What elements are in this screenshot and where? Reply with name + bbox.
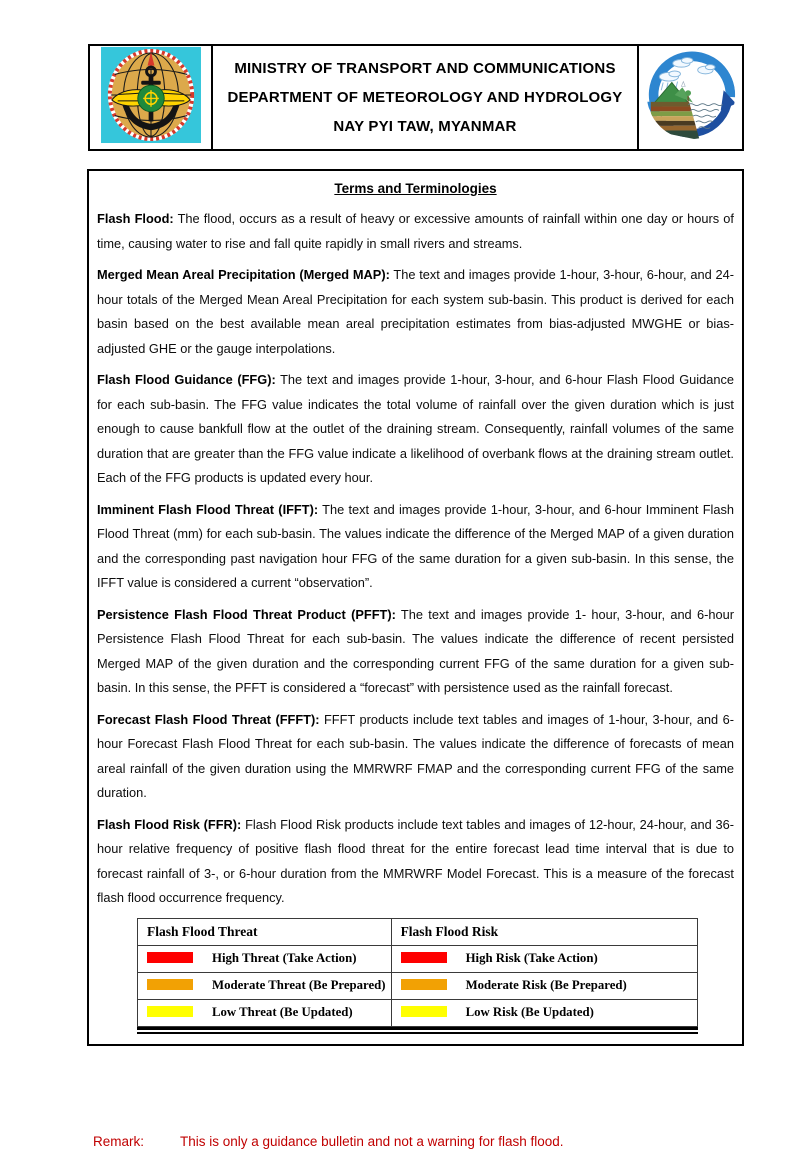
term-label: Flash Flood Risk (FFR): (97, 816, 242, 832)
term-definition: The text and images provide 1-hour, 3-hour, and 6-hour Imminent Flash Flood Threat (mm) for each sub-basin. The values indicate the difference of the Merged MAP of a given duration and the corresponding past navigation hour FFG of the same duration for a given sub-basin. In this sense, the IFFT value is considered a current “observation”. (97, 501, 734, 590)
legend-row (138, 972, 698, 999)
term-definition: The text and images provide 1- hour, 3-hour, and 6-hour Persistence Flash Flood Threat for each sub-basin. The values indicate the difference of recent persisted Merged MAP of the given duration and the corresponding current FFG of the same duration for a given sub-basin. In this sense, the PFFT is considered a “forecast” with persistence used as the rainfall forecast. (97, 606, 734, 695)
legend-label: High Risk (Take Action) (465, 951, 598, 966)
legend-color-swatch (401, 1006, 447, 1017)
term-definition: The text and images provide 1-hour, 3-hour, and 6-hour Flash Flood Guidance for each sub-basin. The FFG value indicates the total volume of rainfall over the given duration which is just enough to cause bankfull flow at the outlet of the draining stream. Consequently, rainfall volumes of the same duration that are greater than the FFG value indicate a likelihood of overbank flows at the draining stream outlet. Each of the FFG products is updated every hour. (97, 372, 734, 485)
legend-color-swatch (147, 952, 193, 963)
term-label: Forecast Flash Flood Threat (FFFT): (97, 711, 320, 727)
remark-text: This is only a guidance bulletin and not a warning for flash flood. (180, 1133, 564, 1149)
legend-cell (391, 945, 697, 972)
definition-paragraph (97, 207, 734, 256)
ministry-name: MINISTRY OF TRANSPORT AND COMMUNICATIONS (234, 60, 616, 77)
legend-column-header: Flash Flood Risk (391, 918, 697, 945)
dmh-logo-cell (638, 45, 743, 150)
legend-label: Moderate Threat (Be Prepared) (212, 978, 386, 993)
header-title-cell (212, 45, 638, 150)
legend-color-swatch (401, 979, 447, 990)
legend-cell (391, 999, 697, 1026)
term-definition: The flood, occurs as a result of heavy or excessive amounts of rainfall within one day or hours of time, causing water to rise and fall quite rapidly in small rivers and streams. (97, 211, 734, 251)
definition-paragraphs (97, 207, 734, 911)
term-label: Flash Flood: (97, 211, 174, 226)
legend-table-wrap (137, 918, 698, 1034)
definition-paragraph (97, 813, 734, 911)
definition-paragraph (97, 708, 734, 806)
term-label: Flash Flood Guidance (FFG): (97, 372, 276, 387)
legend-cell (138, 972, 392, 999)
term-definition: FFFT products include text tables and images of 1-hour, 3-hour, and 6-hour Forecast Flash Flood Threat for each sub-basin. The values indicate the difference of forecasts of mean areal rainfall of the given duration using the MMRWRF FMAP and the corresponding current FFG of the same duration. (97, 711, 734, 800)
definition-paragraph (97, 603, 734, 701)
term-label: Persistence Flash Flood Threat Product (PFFT): (97, 606, 396, 622)
legend-cell (391, 972, 697, 999)
table-bottom-rule (137, 1027, 698, 1034)
motc-logo-cell (89, 45, 212, 150)
term-definition: The text and images provide 1-hour, 3-hour, 6-hour, and 24-hour totals of the Merged Mean Areal Precipitation for each system sub-basin. This product is derived for each basin based on the best available mean areal precipitation estimates from bias-adjusted MWGHE or bias-adjusted GHE or the gauge interpolations. (97, 267, 734, 356)
definition-paragraph (97, 368, 734, 491)
legend-column-header: Flash Flood Threat (138, 918, 392, 945)
legend-label: High Threat (Take Action) (212, 951, 357, 966)
legend-label: Low Risk (Be Updated) (465, 1005, 594, 1020)
legend-label: Low Threat (Be Updated) (212, 1005, 353, 1020)
department-name: DEPARTMENT OF METEOROLOGY AND HYDROLOGY (227, 89, 623, 106)
term-label: Merged Mean Areal Precipitation (Merged MAP): (97, 267, 390, 282)
location-line: NAY PYI TAW, MYANMAR (333, 118, 517, 135)
legend-color-swatch (147, 1006, 193, 1017)
flash-flood-legend-table (137, 918, 698, 1027)
remark (93, 1132, 786, 1152)
document-title-text: Terms and Terminologies (334, 181, 497, 196)
header (88, 44, 744, 151)
definition-paragraph (97, 263, 734, 361)
document-title (97, 181, 734, 196)
legend-row (138, 999, 698, 1026)
term-label: Imminent Flash Flood Threat (IFFT): (97, 501, 319, 517)
legend-color-swatch (401, 952, 447, 963)
terms-and-terminologies-box (87, 169, 744, 1046)
ministry-of-transport-emblem-icon (100, 46, 202, 144)
dmh-water-cycle-emblem-icon (643, 47, 739, 143)
legend-cell (138, 945, 392, 972)
definition-paragraph (97, 498, 734, 596)
legend-row (138, 945, 698, 972)
legend-cell (138, 999, 392, 1026)
legend-color-swatch (147, 979, 193, 990)
term-definition: Flash Flood Risk products include text tables and images of 12-hour, 24-hour, and 36-hour relative frequency of positive flash flood threat for the entire forecast lead time interval that is due to forecast rainfall of 3-, or 6-hour duration from the MMRWRF Model Forecast. This is a measure of the forecast flash flood occurrence frequency. (97, 816, 734, 905)
remark-label: Remark: (93, 1133, 145, 1149)
legend-label: Moderate Risk (Be Prepared) (465, 978, 627, 993)
legend-header-row (138, 918, 698, 945)
